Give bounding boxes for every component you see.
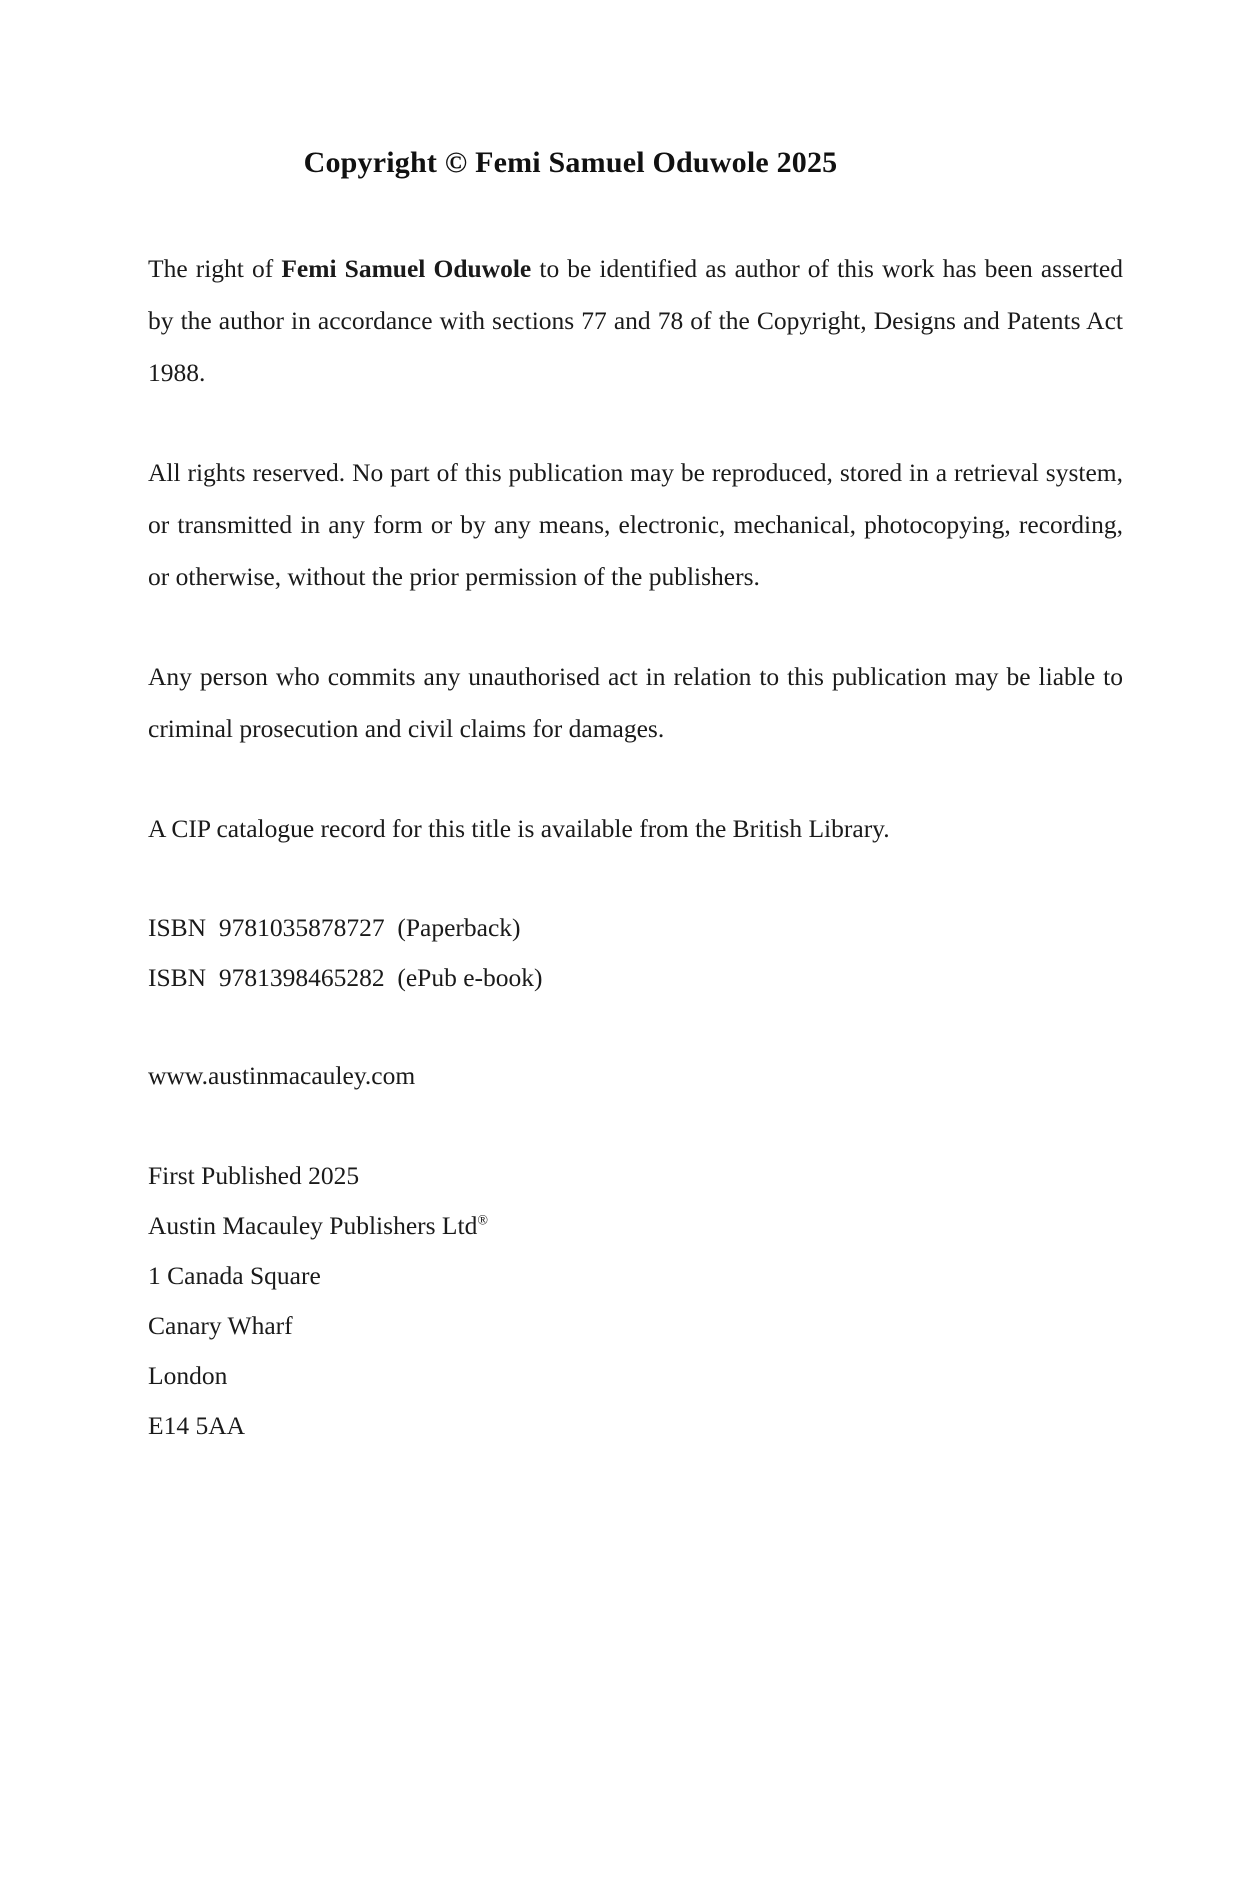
isbn-block <box>148 903 1123 1003</box>
address-line-street: 1 Canada Square <box>148 1261 321 1290</box>
publisher-website: www.austinmacauley.com <box>148 1061 416 1090</box>
body-text-block <box>148 243 1123 1451</box>
publisher-name-line <box>148 1201 1123 1251</box>
address-line-postcode: E14 5AA <box>148 1411 246 1440</box>
first-published-line: First Published 2025 <box>148 1161 360 1190</box>
author-name: Femi Samuel Oduwole <box>281 254 532 283</box>
isbn-epub: ISBN 9781398465282 (ePub e-book) <box>148 963 543 992</box>
address-line-city: London <box>148 1361 228 1390</box>
paragraph-cip-catalogue: A CIP catalogue record for this title is available from the British Library. <box>148 814 890 843</box>
publisher-address-block <box>148 1151 1123 1451</box>
page-content <box>148 0 1123 1451</box>
paragraph-all-rights-reserved: All rights reserved. No part of this publication may be reproduced, stored in a retrieval system, or transmitted in any form or by any means, electronic, mechanical, photocopying, recording, or otherwise, without the prior permission of the publishers. <box>148 458 1123 591</box>
paragraph-author-assertion <box>148 243 1123 399</box>
registered-trademark-icon: ® <box>477 1213 488 1229</box>
assertion-prefix-text: The right of <box>148 254 282 283</box>
page-title: Copyright © Femi Samuel Oduwole 2025 <box>303 146 838 179</box>
address-line-district: Canary Wharf <box>148 1311 293 1340</box>
assertion-suffix-text: to be identified as author of this work has been asserted by the author in accordance with sections 77 and 78 of the Copyright, Designs and Patents Act 1988. <box>148 254 1123 387</box>
publisher-name: Austin Macauley Publishers Ltd <box>148 1211 478 1240</box>
paragraph-liability-notice: Any person who commits any unauthorised act in relation to this publication may be liable to criminal prosecution and civil claims for damages. <box>148 662 1123 743</box>
isbn-paperback: ISBN 9781035878727 (Paperback) <box>148 913 521 942</box>
